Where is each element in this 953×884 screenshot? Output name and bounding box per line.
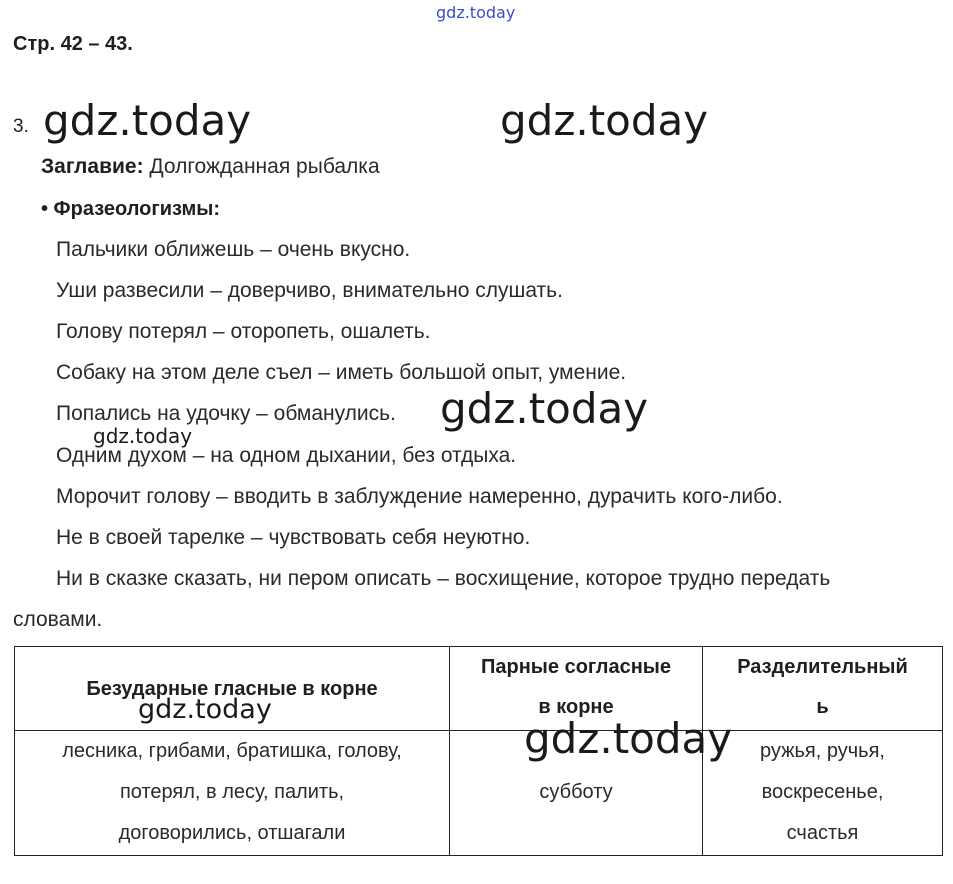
idiom-line: Не в своей тарелке – чувствовать себя неуютно. <box>56 526 531 549</box>
cell-line: воскресенье, <box>761 781 884 803</box>
idiom-line: Морочит голову – вводить в заблуждение намеренно, дурачить кого-либо. <box>56 485 783 508</box>
title-line <box>41 155 380 179</box>
table-row <box>15 731 943 856</box>
watermark-top: gdz.today <box>436 3 516 22</box>
header-separating-soft-sign <box>703 647 943 731</box>
watermark-large: gdz.today <box>524 714 733 763</box>
cell-line: лесника, грибами, братишка, голову, <box>62 740 402 762</box>
header-line: ь <box>816 696 829 718</box>
header-line: Парные согласные <box>481 656 671 678</box>
idiom-line: Голову потерял – оторопеть, ошалеть. <box>56 320 431 343</box>
phraseologisms-heading: • Фразеологизмы: <box>41 198 220 220</box>
spelling-table <box>14 646 943 856</box>
watermark-small: gdz.today <box>138 694 272 725</box>
task-number: 3. <box>13 116 29 137</box>
cell-line: счастья <box>786 822 859 844</box>
header-line: Безударные гласные в корне <box>86 677 378 700</box>
watermark-large: gdz.today <box>43 96 252 145</box>
idiom-line: Уши развесили – доверчиво, внимательно слушать. <box>56 279 563 302</box>
idiom-line: Одним духом – на одном дыхании, без отдыха. <box>56 444 517 467</box>
cell-unstressed-vowels <box>15 731 450 856</box>
cell-line: субботу <box>539 781 613 803</box>
header-line: Разделительный <box>737 656 908 678</box>
idiom-line: Пальчики оближешь – очень вкусно. <box>56 238 411 261</box>
cell-line: договорились, отшагали <box>118 822 346 844</box>
watermark-large: gdz.today <box>440 384 649 433</box>
idiom-line: Попались на удочку – обманулись. <box>56 402 396 425</box>
idiom-line: Собаку на этом деле съел – иметь большой опыт, умение. <box>56 361 627 384</box>
title-label: Заглавие: <box>41 155 144 178</box>
cell-separating-soft-sign <box>703 731 943 856</box>
idiom-line-continuation: словами. <box>13 608 103 631</box>
idiom-line: Ни в сказке сказать, ни пером описать – восхищение, которое трудно передать <box>56 567 831 590</box>
title-value: Долгожданная рыбалка <box>143 155 380 178</box>
page-reference: Стр. 42 – 43. <box>13 33 133 55</box>
cell-line: ружья, ручья, <box>760 740 885 762</box>
cell-line: потерял, в лесу, палить, <box>119 781 345 803</box>
watermark-small: gdz.today <box>93 424 193 448</box>
watermark-large: gdz.today <box>500 96 709 145</box>
header-line: в корне <box>538 696 614 718</box>
